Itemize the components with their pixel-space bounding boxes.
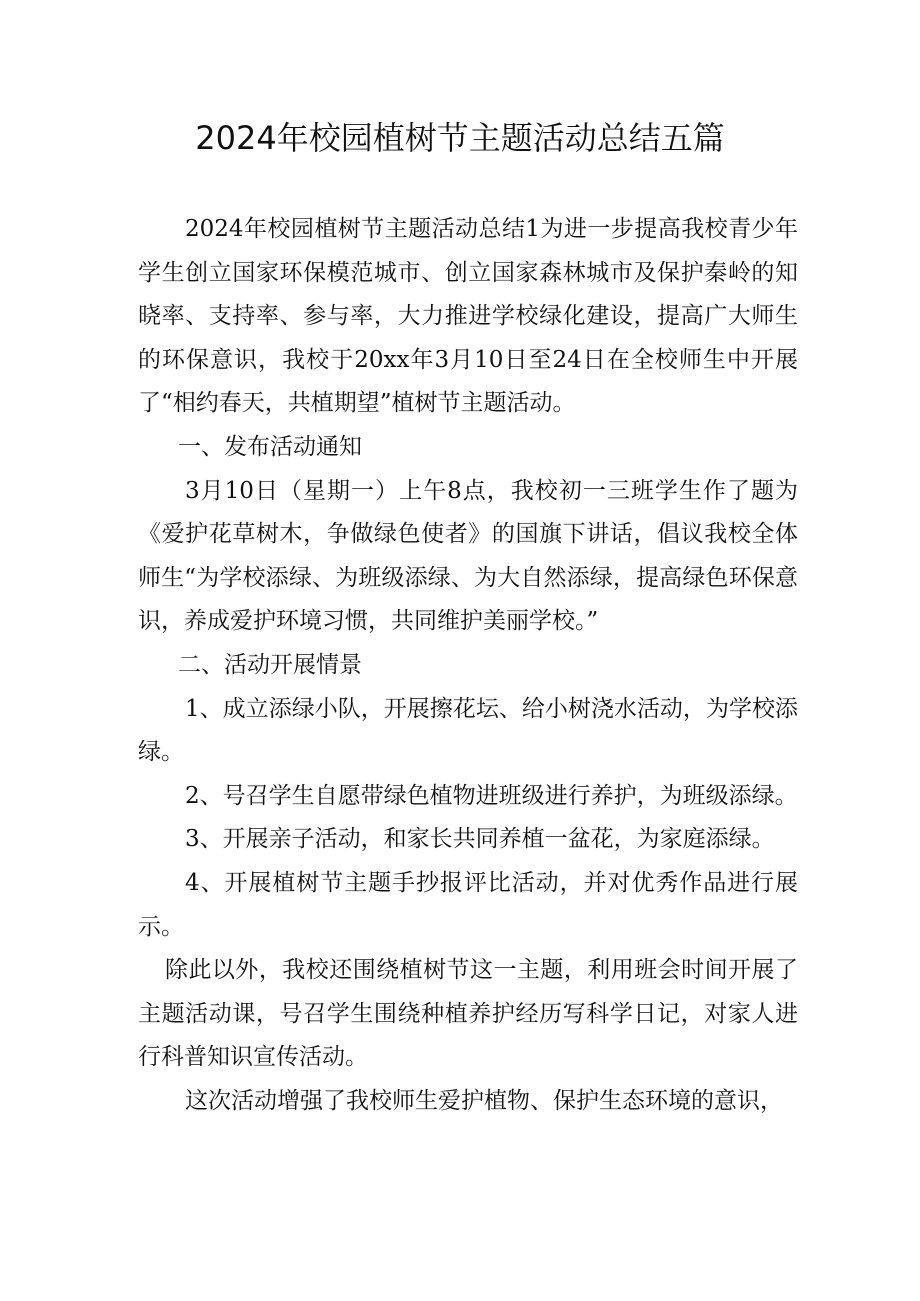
document-title: 2024年校园植树节主题活动总结五篇 — [195, 119, 725, 157]
document-body — [138, 208, 798, 1123]
list-item-4: 4、开展植树节主题手抄报评比活动，并对优秀作品进行展示。 — [138, 869, 798, 940]
section-heading-notice: 一、发布活动通知 — [178, 433, 362, 460]
paragraph-conclusion: 这次活动增强了我校师生爱护植物、保护生态环境的意识， — [185, 1087, 783, 1114]
paragraph-intro: 2024年校园植树节主题活动总结1为进一步提高我校青少年学生创立国家环保模范城市、创立国家森林城市及保护秦岭的知晓率、支持率、参与率，大力推进学校绿化建设，提高广大师生的环保意识，我校于20xx年3月10日至24日在全校师生中开展了“相约春天，共植期望”植树节主题活动。 — [138, 216, 798, 417]
paragraph-notice: 3月10日（星期一）上午8点，我校初一三班学生作了题为《爱护花草树木，争做绿色使者》的国旗下讲话，倡议我校全体师生“为学校添绿、为班级添绿、为大自然添绿，提高绿色环保意识，养成爱护环境习惯，共同维护美丽学校。” — [138, 477, 798, 635]
list-item-1: 1、成立添绿小队，开展擦花坛、给小树浇水活动，为学校添绿。 — [138, 695, 798, 766]
section-heading-activities: 二、活动开展情景 — [178, 651, 362, 678]
paragraph-additional: 除此以外，我校还围绕植树节这一主题，利用班会时间开展了主题活动课，号召学生围绕种植养护经历写科学日记，对家人进行科普知识宣传活动。 — [138, 957, 798, 1071]
list-item-3: 3、开展亲子活动，和家长共同养植一盆花，为家庭添绿。 — [185, 826, 775, 853]
list-item-2: 2、号召学生自愿带绿色植物进班级进行养护，为班级添绿。 — [185, 782, 798, 809]
